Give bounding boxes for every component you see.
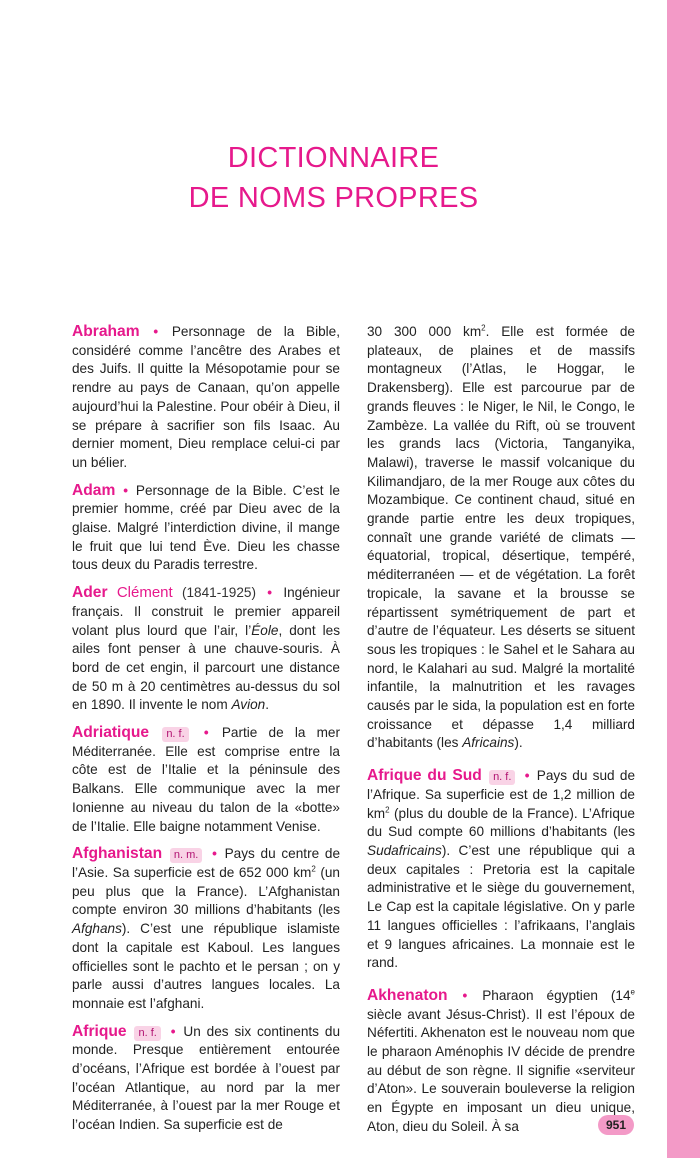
definition-part-c: ). C’est une république qui a deux capitales : Pretoria est la capitale administrative et le siège du gouvernement, Le Cap est la capitale législative. On y parle 11 langues officielles : l’afrikaans, l’anglais et 9 langues africaines. La monnaie est le rand.	[367, 842, 635, 971]
page-number: 951	[598, 1115, 634, 1135]
headword: Afrique du Sud	[367, 767, 482, 785]
grammar-tag: n. f.	[134, 1026, 160, 1041]
bullet: •	[267, 585, 273, 601]
entry-adam	[72, 482, 340, 576]
superscript: 2	[481, 323, 486, 333]
entry-afghanistan	[72, 845, 340, 1013]
entry-akhenaton	[367, 987, 635, 1137]
bullet: •	[123, 482, 128, 498]
bullet: •	[170, 1023, 176, 1039]
definition-part-c: .	[265, 697, 270, 713]
definition-part-a: Pharaon égyptien (14	[482, 987, 631, 1003]
definition-part-b: (un peu plus que la France). L’Afghanistan compte environ 30 millions d’habitants (les	[72, 864, 340, 918]
definition: Personnage de la Bible. C’est le premier homme, créé par Dieu avec de la glaise. Malgré l’interdiction divine, il mange le fruit que lui tend Ève. Dieu les chasse tous deux du Paradis terrestre.	[72, 482, 340, 573]
definition-part-b: , dont les ailes font penser à une chauve-souris. À bord de cet engin, il parcourt une distance de 50 m à 20 centimètres au-dessus du sol en 1890. Il invente le nom	[72, 622, 340, 713]
headword: Akhenaton	[367, 986, 448, 1004]
entry-ader	[72, 584, 340, 715]
continuation-part-b: . Elle est formée de plateaux, de plaines et de massifs montagneux (l’Atlas, le Hoggar, le Drakensberg). Elle est parcourue par de grands fleuves : le Niger, le Nil, le Congo, le Zambèze. La vallée du Rift, où se trouvent les grands lacs (Victoria, Tanganyika, Malawi), traverse le massif volcanique du Kilimandjaro, de la mer Rouge aux côtes du Mozambique. Ce continent chaud, situé en grande partie entre les deux tropiques, connaît une grande variété de climats — équatorial, tropical, désertique, tempéré, méditerranéen — et de végétation. La forêt tropicale, la savane et la brousse se répartissent symétriquement de part et d’autre de l’équateur. Les déserts se situent sous les tropiques : le Sahel et le Sahara au nord, le Kalahari au sud. Malgré la mortalité infantile, la malnutrition et les ravages causés par le sida, la population est en forte croissance et dépasse 1,4 milliard d’habitants (les	[367, 324, 635, 751]
dates: (1841-1925)	[181, 585, 257, 601]
headword: Ader	[72, 584, 108, 602]
continuation-italic: Africains	[462, 735, 515, 751]
definition-italic: Sudafricains	[367, 842, 442, 858]
grammar-tag: n. m.	[170, 848, 202, 863]
bullet: •	[212, 846, 217, 862]
title-line-1: DICTIONNAIRE	[227, 142, 440, 174]
side-color-band	[667, 0, 700, 1158]
definition: Un des six continents du monde. Presque entièrement entourée d’océans, l’Afrique est bordée à l’ouest par l’océan Atlantique, au nord par la mer Méditerranée, à l’ouest par la mer Rouge et l’océan Indien. Sa superficie est de	[72, 1023, 341, 1133]
grammar-tag: n. f.	[489, 770, 515, 785]
definition-italic: Éole	[251, 622, 279, 638]
superscript: e	[630, 987, 635, 997]
headword: Afghanistan	[72, 845, 163, 863]
page-title	[0, 138, 667, 218]
entry-afrique	[72, 1023, 340, 1135]
definition-part-a: Ingénieur français. Il construit le premier appareil volant plus lourd que l’air, l’	[72, 585, 341, 638]
bullet: •	[524, 768, 530, 784]
bullet: •	[462, 987, 468, 1003]
entry-afrique-du-sud	[367, 767, 635, 973]
headword: Adriatique	[72, 724, 150, 742]
definition-part-b: (plus du double de la France). L’Afrique du Sud compte 60 millions d’habitants (les	[367, 805, 635, 840]
continuation-part-a: 30 300 000 km	[367, 324, 482, 339]
superscript: 2	[311, 864, 316, 874]
entry-adriatique	[72, 724, 340, 836]
superscript: 2	[385, 805, 390, 815]
entry-abraham	[72, 323, 340, 473]
right-column	[367, 323, 635, 1146]
grammar-tag: n. f.	[162, 727, 188, 742]
definition: Partie de la mer Méditerranée. Elle est comprise entre la côte est de l’Italie et la péninsule des Balkans. Elle communique avec la mer Ionienne au niveau du talon de la «botte» de l’Italie. Elle baigne notamment Venise.	[72, 725, 341, 834]
headword: Adam	[72, 481, 116, 499]
entry-afrique-continued	[367, 323, 635, 753]
headword: Afrique	[72, 1022, 127, 1040]
headword: Abraham	[72, 323, 140, 340]
definition-italic-2: Avion	[231, 697, 266, 713]
definition-part-b: siècle avant Jésus-Christ). Il est l’époux de Néfertiti. Akhenaton est le nouveau nom que le pharaon Aménophis IV décide de prendre au début de son règne. Il signifie «serviteur d’Aton». Le souverain bouleverse la religion en Égypte en imposant un dieu unique, Aton, dieu du Soleil. À sa	[367, 1006, 635, 1134]
definition-italic: Afghans	[72, 921, 122, 937]
continuation-part-c: ).	[514, 735, 523, 751]
definition: Personnage de la Bible, considéré comme l’ancêtre des Arabes et des Juifs. Il quitte la Mésopotamie pour se rendre au pays de Canaan, qu’on appelle aujourd’hui la Palestine. Pour obéir à Dieu, il se prépare à sacrifier son fils Isaac. Au dernier moment, Dieu remplace celui-ci par un bélier.	[72, 324, 341, 470]
definition-part-c: ). C’est une république islamiste dont la capitale est Kaboul. Les langues officielles sont le pachto et le persan ; on y parle aussi d’autres langues locales. La monnaie est l’afghani.	[72, 921, 340, 1011]
definition-part-a: Pays du sud de l’Afrique. Sa superficie est de 1,2 million de km	[367, 768, 636, 821]
definition-part-a: Pays du centre de l’Asie. Sa superficie est de 652 000 km	[72, 846, 341, 880]
left-column	[72, 323, 340, 1144]
title-line-2: DE NOMS PROPRES	[188, 182, 479, 214]
bullet: •	[203, 725, 209, 741]
bullet: •	[153, 324, 159, 339]
first-name: Clément	[116, 584, 173, 602]
